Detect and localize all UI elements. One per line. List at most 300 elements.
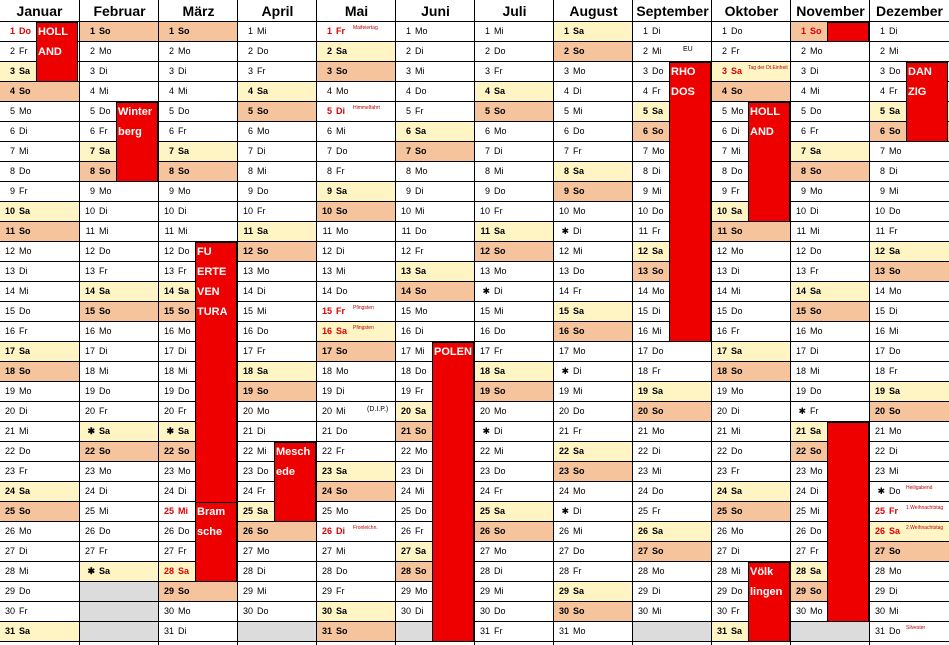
day-cell[interactable] bbox=[554, 422, 633, 442]
vacation-bar[interactable] bbox=[827, 422, 869, 622]
day-cell[interactable] bbox=[317, 102, 396, 122]
day-cell[interactable] bbox=[475, 22, 554, 42]
weekday-label: Sa bbox=[494, 86, 506, 96]
day-cell[interactable] bbox=[712, 362, 791, 382]
day-cell[interactable] bbox=[712, 222, 791, 242]
day-number: 29 bbox=[163, 586, 174, 596]
day-cell[interactable] bbox=[396, 242, 475, 262]
day-cell[interactable] bbox=[475, 402, 554, 422]
day-cell[interactable] bbox=[80, 422, 159, 442]
day-cell[interactable] bbox=[791, 342, 870, 362]
day-cell[interactable] bbox=[80, 182, 159, 202]
day-cell[interactable] bbox=[554, 262, 633, 282]
day-cell[interactable] bbox=[554, 342, 633, 362]
day-cell[interactable] bbox=[159, 222, 238, 242]
day-cell[interactable] bbox=[791, 262, 870, 282]
day-cell[interactable] bbox=[317, 542, 396, 562]
day-cell[interactable] bbox=[0, 242, 79, 262]
day-cell[interactable] bbox=[317, 522, 396, 542]
day-cell[interactable] bbox=[712, 462, 791, 482]
day-cell[interactable] bbox=[870, 162, 949, 182]
day-cell[interactable] bbox=[712, 42, 791, 62]
day-cell[interactable] bbox=[238, 402, 317, 422]
day-cell[interactable] bbox=[791, 322, 870, 342]
day-cell[interactable] bbox=[317, 62, 396, 82]
day-cell[interactable] bbox=[317, 362, 396, 382]
day-cell[interactable] bbox=[870, 342, 949, 362]
day-cell[interactable] bbox=[554, 302, 633, 322]
day-cell[interactable] bbox=[238, 182, 317, 202]
day-cell[interactable] bbox=[554, 182, 633, 202]
day-cell[interactable] bbox=[159, 202, 238, 222]
day-cell[interactable] bbox=[238, 302, 317, 322]
day-cell[interactable] bbox=[80, 502, 159, 522]
day-cell[interactable] bbox=[870, 322, 949, 342]
day-cell[interactable] bbox=[80, 562, 159, 582]
day-cell[interactable] bbox=[317, 142, 396, 162]
day-cell[interactable] bbox=[870, 422, 949, 442]
day-cell[interactable] bbox=[0, 82, 79, 102]
day-cell[interactable] bbox=[238, 362, 317, 382]
day-cell[interactable] bbox=[317, 42, 396, 62]
day-cell[interactable] bbox=[0, 442, 79, 462]
day-cell[interactable] bbox=[80, 342, 159, 362]
day-cell[interactable] bbox=[554, 222, 633, 242]
day-cell[interactable] bbox=[80, 22, 159, 42]
day-cell[interactable] bbox=[475, 322, 554, 342]
day-cell[interactable] bbox=[317, 462, 396, 482]
day-cell[interactable] bbox=[159, 102, 238, 122]
day-cell[interactable] bbox=[791, 362, 870, 382]
day-cell[interactable] bbox=[870, 302, 949, 322]
day-cell[interactable] bbox=[870, 502, 949, 522]
weekday-label: Mo bbox=[494, 546, 507, 556]
day-cell[interactable] bbox=[80, 262, 159, 282]
day-cell[interactable] bbox=[317, 222, 396, 242]
day-cell[interactable] bbox=[791, 222, 870, 242]
day-cell[interactable] bbox=[0, 222, 79, 242]
day-cell[interactable] bbox=[712, 82, 791, 102]
day-cell[interactable] bbox=[791, 62, 870, 82]
day-cell[interactable] bbox=[791, 102, 870, 122]
day-cell[interactable] bbox=[475, 502, 554, 522]
day-cell[interactable] bbox=[0, 422, 79, 442]
day-cell[interactable] bbox=[238, 542, 317, 562]
day-cell[interactable] bbox=[0, 262, 79, 282]
day-cell[interactable] bbox=[870, 482, 949, 502]
day-cell[interactable] bbox=[0, 482, 79, 502]
day-cell[interactable] bbox=[0, 122, 79, 142]
day-cell[interactable] bbox=[554, 322, 633, 342]
day-cell[interactable] bbox=[159, 602, 238, 622]
day-cell[interactable] bbox=[475, 62, 554, 82]
day-cell[interactable] bbox=[396, 322, 475, 342]
day-cell[interactable] bbox=[317, 202, 396, 222]
day-cell[interactable] bbox=[0, 522, 79, 542]
day-cell[interactable] bbox=[396, 202, 475, 222]
day-cell[interactable] bbox=[554, 122, 633, 142]
day-cell[interactable] bbox=[317, 622, 396, 642]
day-cell[interactable] bbox=[712, 282, 791, 302]
day-cell[interactable] bbox=[633, 462, 712, 482]
day-cell[interactable] bbox=[238, 342, 317, 362]
day-cell[interactable] bbox=[554, 402, 633, 422]
day-cell[interactable] bbox=[870, 542, 949, 562]
day-cell[interactable] bbox=[712, 342, 791, 362]
day-cell[interactable] bbox=[80, 322, 159, 342]
day-cell[interactable] bbox=[80, 302, 159, 322]
day-cell[interactable] bbox=[0, 402, 79, 422]
day-cell[interactable] bbox=[475, 422, 554, 442]
day-cell[interactable] bbox=[238, 42, 317, 62]
day-cell[interactable] bbox=[554, 442, 633, 462]
day-cell[interactable] bbox=[80, 462, 159, 482]
day-cell[interactable] bbox=[633, 362, 712, 382]
day-cell[interactable] bbox=[0, 622, 79, 642]
day-cell[interactable] bbox=[317, 442, 396, 462]
day-cell[interactable] bbox=[870, 202, 949, 222]
day-cell[interactable] bbox=[0, 582, 79, 602]
day-cell[interactable] bbox=[238, 562, 317, 582]
day-cell[interactable] bbox=[554, 102, 633, 122]
day-cell[interactable] bbox=[80, 42, 159, 62]
day-cell[interactable] bbox=[554, 242, 633, 262]
day-cell[interactable] bbox=[870, 382, 949, 402]
day-cell[interactable] bbox=[712, 422, 791, 442]
day-cell[interactable] bbox=[238, 242, 317, 262]
day-cell[interactable] bbox=[238, 142, 317, 162]
day-cell[interactable] bbox=[80, 282, 159, 302]
day-cell[interactable] bbox=[0, 562, 79, 582]
day-cell[interactable] bbox=[0, 462, 79, 482]
day-cell[interactable] bbox=[159, 182, 238, 202]
day-cell[interactable] bbox=[712, 402, 791, 422]
day-cell[interactable] bbox=[554, 362, 633, 382]
day-cell[interactable] bbox=[791, 182, 870, 202]
day-cell[interactable] bbox=[870, 282, 949, 302]
vacation-bar[interactable] bbox=[827, 22, 869, 42]
day-cell[interactable] bbox=[475, 222, 554, 242]
day-cell[interactable] bbox=[633, 522, 712, 542]
day-cell[interactable] bbox=[475, 122, 554, 142]
day-cell[interactable] bbox=[712, 302, 791, 322]
day-cell[interactable] bbox=[712, 522, 791, 542]
day-cell[interactable] bbox=[475, 302, 554, 322]
day-cell[interactable] bbox=[870, 42, 949, 62]
day-cell[interactable] bbox=[554, 142, 633, 162]
day-cell[interactable] bbox=[238, 602, 317, 622]
day-cell[interactable] bbox=[159, 622, 238, 642]
day-cell[interactable] bbox=[159, 122, 238, 142]
day-cell[interactable] bbox=[633, 402, 712, 422]
day-cell[interactable] bbox=[633, 422, 712, 442]
day-cell[interactable] bbox=[475, 142, 554, 162]
day-cell[interactable] bbox=[633, 582, 712, 602]
day-cell[interactable] bbox=[554, 42, 633, 62]
day-cell[interactable] bbox=[475, 542, 554, 562]
day-cell[interactable] bbox=[396, 22, 475, 42]
day-cell[interactable] bbox=[554, 602, 633, 622]
day-cell[interactable] bbox=[0, 342, 79, 362]
day-cell[interactable] bbox=[870, 182, 949, 202]
day-cell[interactable] bbox=[633, 602, 712, 622]
day-cell[interactable] bbox=[238, 122, 317, 142]
day-cell[interactable] bbox=[317, 482, 396, 502]
day-cell[interactable] bbox=[633, 502, 712, 522]
day-cell[interactable] bbox=[870, 442, 949, 462]
day-cell[interactable] bbox=[396, 302, 475, 322]
day-cell[interactable] bbox=[80, 62, 159, 82]
day-number: 16 bbox=[321, 326, 332, 336]
day-cell[interactable] bbox=[317, 382, 396, 402]
day-cell[interactable] bbox=[238, 162, 317, 182]
day-cell[interactable] bbox=[238, 82, 317, 102]
day-cell[interactable] bbox=[870, 242, 949, 262]
day-cell[interactable] bbox=[475, 522, 554, 542]
day-cell[interactable] bbox=[712, 322, 791, 342]
weekday-label: Fr bbox=[178, 406, 187, 416]
day-cell[interactable] bbox=[475, 462, 554, 482]
day-cell[interactable] bbox=[80, 82, 159, 102]
day-cell[interactable] bbox=[712, 482, 791, 502]
month-column bbox=[80, 0, 159, 645]
day-cell[interactable] bbox=[396, 122, 475, 142]
day-cell[interactable] bbox=[554, 522, 633, 542]
day-cell[interactable] bbox=[475, 362, 554, 382]
day-cell[interactable] bbox=[317, 602, 396, 622]
day-cell[interactable] bbox=[0, 502, 79, 522]
day-cell[interactable] bbox=[238, 322, 317, 342]
day-cell[interactable] bbox=[238, 222, 317, 242]
day-cell[interactable] bbox=[475, 262, 554, 282]
day-cell[interactable] bbox=[554, 562, 633, 582]
day-cell[interactable] bbox=[396, 162, 475, 182]
day-cell[interactable] bbox=[475, 562, 554, 582]
day-cell[interactable] bbox=[870, 462, 949, 482]
day-cell[interactable] bbox=[317, 22, 396, 42]
day-cell[interactable] bbox=[554, 22, 633, 42]
day-cell[interactable] bbox=[554, 502, 633, 522]
day-cell[interactable] bbox=[554, 622, 633, 642]
day-cell[interactable] bbox=[396, 42, 475, 62]
day-cell[interactable] bbox=[475, 582, 554, 602]
day-cell[interactable] bbox=[633, 482, 712, 502]
day-cell[interactable] bbox=[317, 402, 396, 422]
day-cell[interactable] bbox=[475, 282, 554, 302]
day-cell[interactable] bbox=[712, 242, 791, 262]
day-cell[interactable] bbox=[475, 202, 554, 222]
day-cell[interactable] bbox=[80, 382, 159, 402]
day-cell[interactable] bbox=[475, 342, 554, 362]
day-cell[interactable] bbox=[80, 542, 159, 562]
day-cell[interactable] bbox=[475, 102, 554, 122]
day-cell[interactable] bbox=[396, 222, 475, 242]
day-cell[interactable] bbox=[870, 562, 949, 582]
day-cell[interactable] bbox=[554, 82, 633, 102]
day-cell[interactable] bbox=[870, 522, 949, 542]
day-cell[interactable] bbox=[396, 62, 475, 82]
day-number: 2 bbox=[563, 46, 569, 56]
day-cell[interactable] bbox=[791, 382, 870, 402]
day-cell[interactable] bbox=[712, 542, 791, 562]
day-cell[interactable] bbox=[159, 62, 238, 82]
day-cell[interactable] bbox=[317, 502, 396, 522]
day-cell[interactable] bbox=[317, 82, 396, 102]
day-cell[interactable] bbox=[633, 342, 712, 362]
day-cell[interactable] bbox=[317, 582, 396, 602]
day-cell[interactable] bbox=[712, 62, 791, 82]
vacation-bar[interactable] bbox=[432, 342, 474, 642]
day-cell[interactable] bbox=[0, 322, 79, 342]
day-cell[interactable] bbox=[0, 362, 79, 382]
day-cell[interactable] bbox=[712, 502, 791, 522]
day-cell[interactable] bbox=[396, 182, 475, 202]
day-cell[interactable] bbox=[80, 202, 159, 222]
day-cell[interactable] bbox=[475, 602, 554, 622]
day-cell[interactable] bbox=[791, 42, 870, 62]
day-cell[interactable] bbox=[475, 162, 554, 182]
day-cell[interactable] bbox=[80, 482, 159, 502]
day-cell[interactable] bbox=[238, 522, 317, 542]
day-cell[interactable] bbox=[396, 262, 475, 282]
day-cell[interactable] bbox=[870, 362, 949, 382]
vacation-bar[interactable] bbox=[669, 62, 711, 342]
day-cell[interactable] bbox=[317, 282, 396, 302]
day-cell[interactable] bbox=[791, 82, 870, 102]
day-cell[interactable] bbox=[554, 462, 633, 482]
day-number: 18 bbox=[84, 366, 95, 376]
day-cell[interactable] bbox=[0, 302, 79, 322]
day-cell[interactable] bbox=[870, 402, 949, 422]
day-cell[interactable] bbox=[870, 582, 949, 602]
day-cell[interactable] bbox=[0, 542, 79, 562]
day-cell[interactable] bbox=[238, 102, 317, 122]
day-note: Maifeiertag bbox=[353, 25, 378, 31]
day-cell[interactable] bbox=[238, 422, 317, 442]
day-cell[interactable] bbox=[317, 122, 396, 142]
day-cell[interactable] bbox=[554, 162, 633, 182]
day-cell[interactable] bbox=[396, 282, 475, 302]
day-cell[interactable] bbox=[0, 202, 79, 222]
day-cell[interactable] bbox=[396, 82, 475, 102]
day-cell[interactable] bbox=[870, 602, 949, 622]
day-cell[interactable] bbox=[159, 582, 238, 602]
day-cell[interactable] bbox=[80, 522, 159, 542]
day-cell[interactable] bbox=[554, 382, 633, 402]
day-cell[interactable] bbox=[475, 482, 554, 502]
day-cell[interactable] bbox=[633, 22, 712, 42]
day-cell[interactable] bbox=[396, 102, 475, 122]
day-cell[interactable] bbox=[475, 42, 554, 62]
day-cell[interactable] bbox=[317, 262, 396, 282]
day-cell[interactable] bbox=[791, 402, 870, 422]
day-cell[interactable] bbox=[791, 282, 870, 302]
day-cell[interactable] bbox=[159, 82, 238, 102]
day-cell[interactable] bbox=[870, 142, 949, 162]
day-cell[interactable] bbox=[238, 62, 317, 82]
day-cell[interactable] bbox=[712, 382, 791, 402]
day-cell[interactable] bbox=[554, 542, 633, 562]
day-cell[interactable] bbox=[0, 282, 79, 302]
day-cell[interactable] bbox=[475, 82, 554, 102]
day-cell[interactable] bbox=[554, 202, 633, 222]
day-cell[interactable] bbox=[80, 362, 159, 382]
day-cell[interactable] bbox=[317, 322, 396, 342]
day-cell[interactable] bbox=[791, 122, 870, 142]
day-cell[interactable] bbox=[633, 562, 712, 582]
day-cell[interactable] bbox=[554, 62, 633, 82]
day-cell[interactable] bbox=[317, 182, 396, 202]
day-cell[interactable] bbox=[317, 422, 396, 442]
day-number: 29 bbox=[874, 586, 885, 596]
day-cell[interactable] bbox=[870, 222, 949, 242]
day-cell[interactable] bbox=[633, 42, 712, 62]
day-cell[interactable] bbox=[238, 282, 317, 302]
day-cell[interactable] bbox=[0, 602, 79, 622]
day-cell[interactable] bbox=[159, 142, 238, 162]
day-cell[interactable] bbox=[159, 162, 238, 182]
day-cell[interactable] bbox=[238, 262, 317, 282]
day-cell[interactable] bbox=[317, 302, 396, 322]
day-cell[interactable] bbox=[80, 402, 159, 422]
day-cell[interactable] bbox=[0, 182, 79, 202]
day-cell[interactable] bbox=[554, 582, 633, 602]
day-cell[interactable] bbox=[317, 242, 396, 262]
day-cell[interactable] bbox=[317, 162, 396, 182]
day-cell[interactable] bbox=[475, 622, 554, 642]
day-cell[interactable] bbox=[317, 562, 396, 582]
day-cell[interactable] bbox=[0, 102, 79, 122]
day-cell[interactable] bbox=[554, 282, 633, 302]
day-cell[interactable] bbox=[396, 142, 475, 162]
day-cell[interactable] bbox=[633, 382, 712, 402]
day-cell[interactable] bbox=[475, 182, 554, 202]
day-cell[interactable] bbox=[238, 382, 317, 402]
day-cell[interactable] bbox=[238, 22, 317, 42]
day-cell[interactable] bbox=[80, 222, 159, 242]
day-cell[interactable] bbox=[159, 22, 238, 42]
day-cell[interactable] bbox=[633, 442, 712, 462]
day-cell[interactable] bbox=[475, 442, 554, 462]
day-cell[interactable] bbox=[712, 262, 791, 282]
day-cell[interactable] bbox=[791, 202, 870, 222]
day-cell[interactable] bbox=[80, 242, 159, 262]
day-cell[interactable] bbox=[712, 442, 791, 462]
weekday-label: Do bbox=[19, 446, 31, 456]
day-cell[interactable] bbox=[475, 382, 554, 402]
day-cell[interactable] bbox=[633, 542, 712, 562]
day-cell[interactable] bbox=[870, 622, 949, 642]
day-cell[interactable] bbox=[0, 382, 79, 402]
day-cell[interactable] bbox=[317, 342, 396, 362]
day-number: 21 bbox=[795, 426, 806, 436]
day-cell[interactable] bbox=[791, 142, 870, 162]
day-cell[interactable] bbox=[554, 482, 633, 502]
day-cell[interactable] bbox=[0, 162, 79, 182]
day-cell[interactable] bbox=[712, 22, 791, 42]
day-cell[interactable] bbox=[791, 242, 870, 262]
day-cell[interactable] bbox=[475, 242, 554, 262]
day-cell[interactable] bbox=[238, 582, 317, 602]
day-cell[interactable] bbox=[80, 442, 159, 462]
day-cell[interactable] bbox=[159, 42, 238, 62]
day-cell[interactable] bbox=[791, 302, 870, 322]
day-cell[interactable] bbox=[0, 142, 79, 162]
day-cell[interactable] bbox=[870, 262, 949, 282]
day-cell[interactable] bbox=[791, 162, 870, 182]
day-cell[interactable] bbox=[870, 22, 949, 42]
day-cell[interactable] bbox=[238, 202, 317, 222]
